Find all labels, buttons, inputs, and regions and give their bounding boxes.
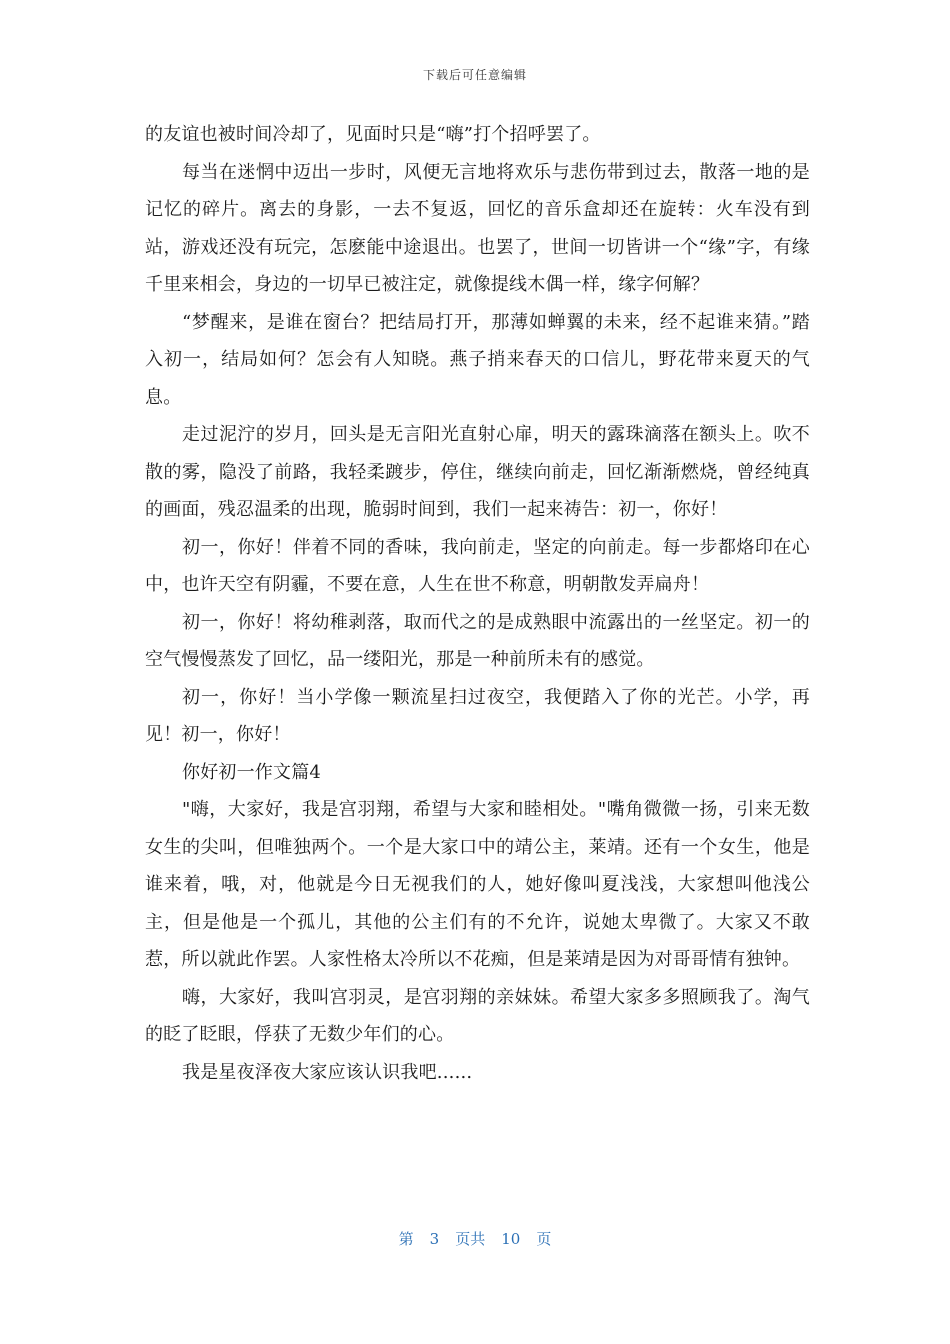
page-label-prefix: 第 <box>398 1230 414 1248</box>
page-header: 下载后可任意编辑 <box>422 68 527 82</box>
paragraph: 我是星夜泽夜大家应该认识我吧...... <box>182 1061 473 1083</box>
paragraph: 每当在迷惘中迈出一步时，风便无言地将欢乐与悲伤带到过去，散落一地的是记忆的碎片。离去的身影，一去不复返，回忆的音乐盒却还在旋转：火车没有到站，游戏还没有玩完，怎麽能中途退出。也罢了，世间一切皆讲一个“缘”字，有缘千里来相会，身边的一切早已被注定，就像提线木偶一样，缘字何解？ <box>145 161 810 295</box>
paragraph: “梦醒来，是谁在窗台？把结局打开，那薄如蝉翼的未来，经不起谁来猜。”踏入初一，结局如何？怎会有人知晓。燕子捎来春天的口信儿，野花带来夏天的气息。 <box>145 311 810 408</box>
paragraph: 初一，你好！将幼稚剥落，取而代之的是成熟眼中流露出的一丝坚定。初一的空气慢慢蒸发了回忆，品一缕阳光，那是一种前所未有的感觉。 <box>145 611 810 670</box>
page-label-suffix: 页 <box>536 1230 552 1248</box>
page-current: 3 <box>429 1230 440 1248</box>
page-footer <box>0 1228 950 1249</box>
paragraph: 嗨，大家好，我叫宫羽灵，是宫羽翔的亲妹妹。希望大家多多照顾我了。淘气的眨了眨眼，俘获了无数少年们的心。 <box>145 986 810 1045</box>
document-body <box>145 116 810 1091</box>
paragraph: 初一，你好！当小学像一颗流星扫过夜空，我便踏入了你的光芒。小学，再见！初一，你好！ <box>145 686 810 745</box>
page-label-mid: 页共 <box>455 1230 486 1248</box>
paragraph: 的友谊也被时间冷却了，见面时只是“嗨”打个招呼罢了。 <box>145 124 601 145</box>
paragraph: 走过泥泞的岁月，回头是无言阳光直射心扉，明天的露珠滴落在额头上。吹不散的雾，隐没了前路，我轻柔踱步，停住，继续向前走，回忆渐渐燃烧，曾经纯真的画面，残忍温柔的出现，脆弱时间到，我们一起来祷告：初一，你好！ <box>145 424 810 520</box>
paragraph: "嗨，大家好，我是宫羽翔，希望与大家和睦相处。"嘴角微微一扬，引来无数女生的尖叫，但唯独两个。一个是大家口中的靖公主，莱靖。还有一个女生，他是谁来着，哦，对，他就是今日无视我们的人，她好像叫夏浅浅，大家想叫他浅公主，但是他是一个孤儿，其他的公主们有的不允许，说她太卑微了。大家又不敢惹，所以就此作罢。人家性格太冷所以不花痴，但是莱靖是因为对哥哥情有独钟。 <box>145 799 810 970</box>
section-heading: 你好初一作文篇4 <box>182 761 322 783</box>
paragraph: 初一，你好！伴着不同的香味，我向前走，坚定的向前走。每一步都烙印在心中，也许天空有阴霾，不要在意，人生在世不称意，明朝散发弄扁舟！ <box>145 536 810 595</box>
page-total: 10 <box>501 1230 521 1248</box>
